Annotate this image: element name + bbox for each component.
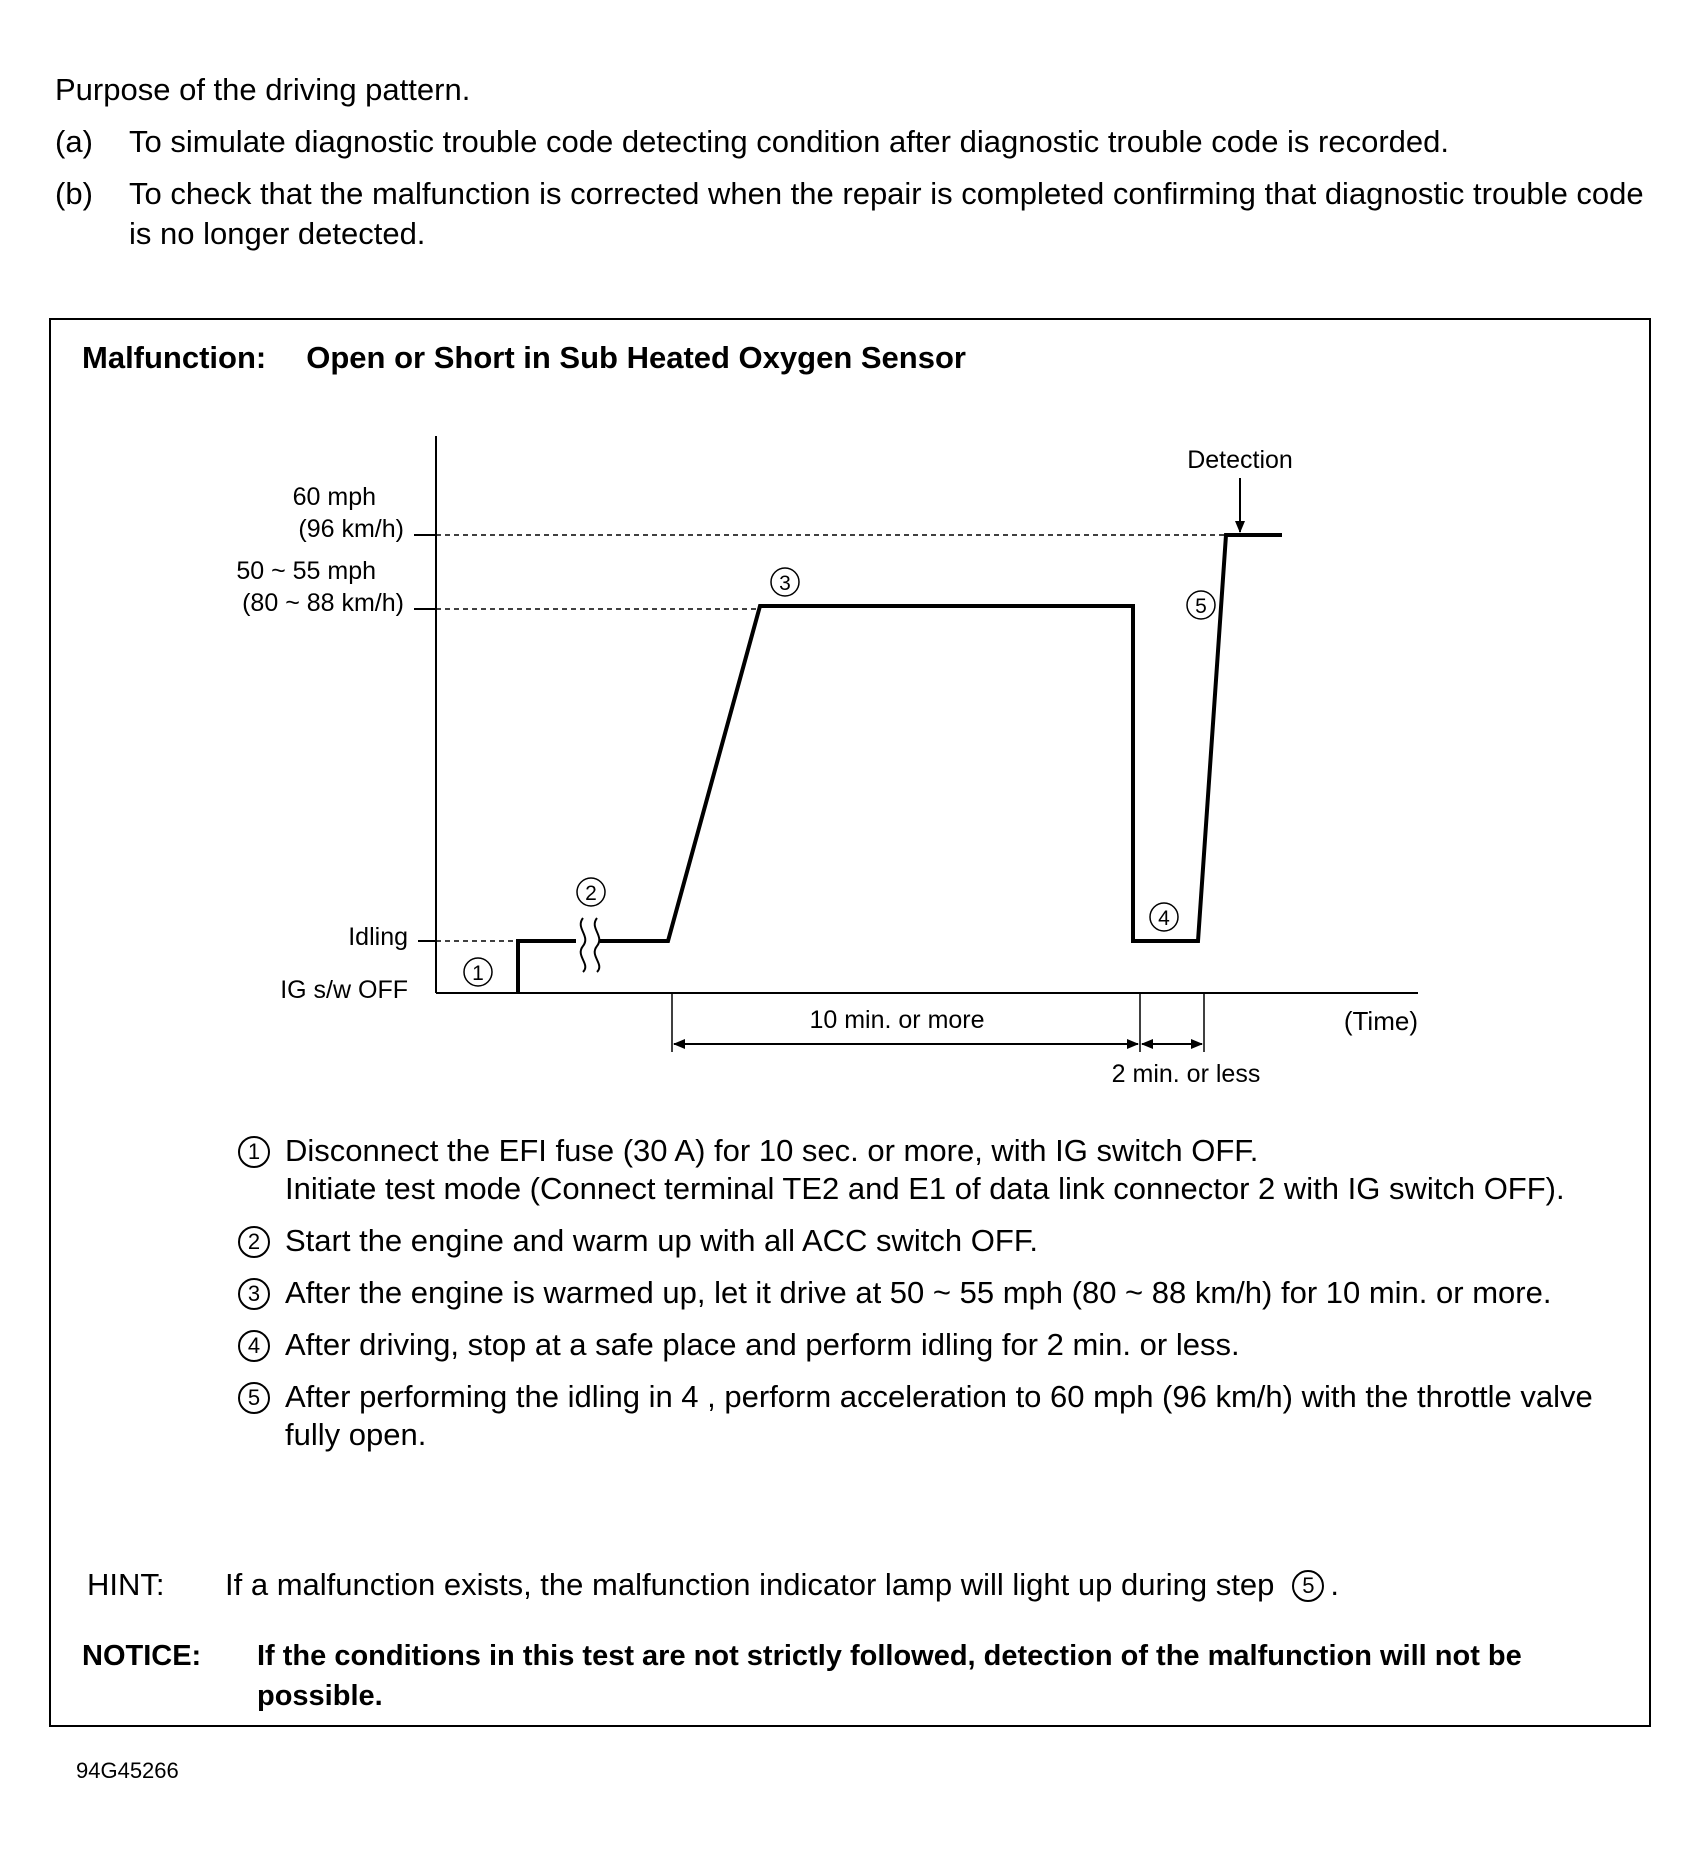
intro-item-label: (b) [55,176,93,211]
intro-item-text: To check that the malfunction is corrected when the repair is completed confirming that diagnostic trouble code is no longer detected. [129,176,1644,251]
step-number-badge: 3 [238,1278,270,1310]
step-item-2 [238,1222,1638,1260]
step-text: After the engine is warmed up, let it drive at 50 ~ 55 mph (80 ~ 88 km/h) for 10 min. or more. [285,1275,1552,1310]
intro-heading: Purpose of the driving pattern. [55,72,471,107]
step-number-badge: 2 [238,1226,270,1258]
step-text: Start the engine and warm up with all ACC switch OFF. [285,1223,1038,1258]
hint-label: HINT: [87,1567,165,1602]
step-marker-label: 3 [779,572,791,595]
notice-text: If the conditions in this test are not strictly followed, detection of the malfunction will not be possible. [257,1640,1522,1712]
step-marker-label: 4 [1158,907,1170,930]
step-number-badge: 4 [238,1330,270,1362]
step-list [238,1132,1638,1468]
step-text: After performing the idling in 4 , perform acceleration to 60 mph (96 km/h) with the throttle valve fully open. [285,1379,1593,1452]
y-tick-label: (96 km/h) [298,515,404,543]
figure-id: 94G45266 [76,1758,179,1783]
hint-text: If a malfunction exists, the malfunction indicator lamp will light up during step [225,1567,1275,1602]
detection-label: Detection [1187,446,1293,474]
step-text: After driving, stop at a safe place and perform idling for 2 min. or less. [285,1327,1240,1362]
title-label: Malfunction: [82,340,267,375]
notice-note [82,1636,1642,1716]
step-number-badge: 1 [238,1136,270,1168]
hint-end: . [1330,1567,1339,1602]
hint-note [87,1565,1339,1605]
step-number-badge: 5 [238,1382,270,1414]
step-item-4 [238,1326,1638,1364]
y-tick-label: IG s/w OFF [280,976,408,1004]
hint-step-badge: 5 [1292,1570,1324,1602]
y-tick-label: 60 mph [292,483,376,511]
x-axis-label: (Time) [1343,1006,1418,1036]
y-tick-label: (80 ~ 88 km/h) [242,589,404,617]
step-text: Disconnect the EFI fuse (30 A) for 10 sec. or more, with IG switch OFF. [285,1133,1259,1168]
step-item-1 [238,1132,1638,1208]
notice-label: NOTICE: [82,1640,202,1672]
step-marker-label: 1 [472,962,484,985]
step-item-3 [238,1274,1638,1312]
cruise-duration-label: 10 min. or more [809,1006,985,1034]
y-tick-label: 50 ~ 55 mph [236,557,376,585]
step-item-5 [238,1378,1638,1454]
idle-duration-label: 2 min. or less [1111,1060,1261,1088]
intro-item-text: To simulate diagnostic trouble code detecting condition after diagnostic trouble code is recorded. [129,124,1450,159]
y-tick-label: Idling [348,923,408,951]
title-value: Open or Short in Sub Heated Oxygen Sensor [306,340,966,375]
step-text-continued: Initiate test mode (Connect terminal TE2 and E1 of data link connector 2 with IG switch OFF). [285,1171,1565,1206]
intro-item-label: (a) [55,124,93,159]
step-marker-label: 5 [1195,595,1207,618]
step-marker-label: 2 [585,882,597,905]
